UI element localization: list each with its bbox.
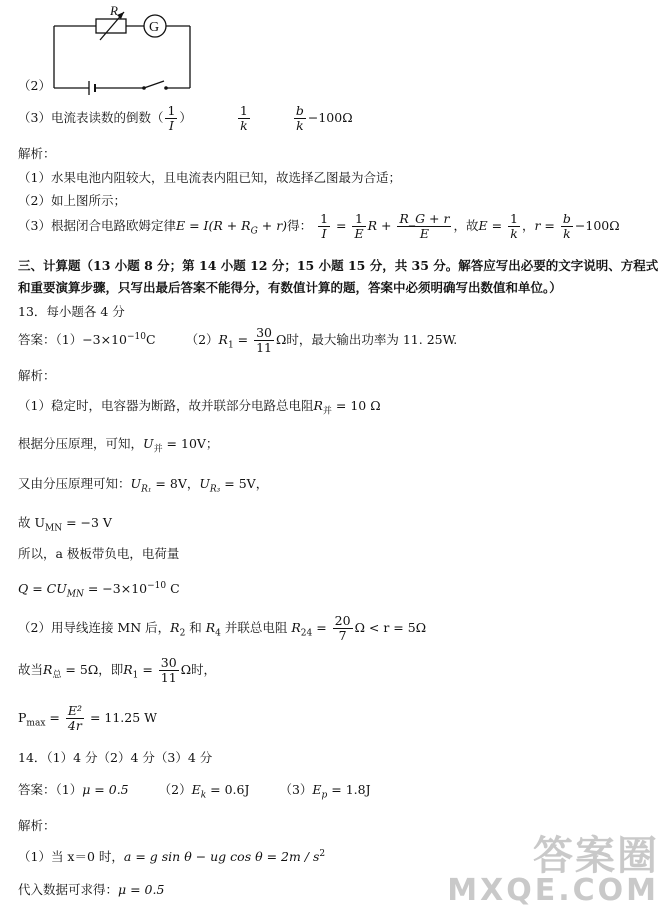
analysis-line: 又由分压原理可知：$U_{R_1} = 8V$，$U_{R_3} = 5V$， <box>18 476 269 495</box>
answer-14-line: 答案：（1）μ = 0.5 $(2)E_k = 0.6J$ $(3)E_p = 1.8J$ <box>18 782 371 801</box>
fraction: $\frac{b}{k}$ <box>295 103 304 133</box>
text: （3）电流表读数的倒数（ <box>18 110 164 125</box>
answer-13-line: 答案：$(1)-3\times 10^{-10}C$ $(2)R_1$ = $\frac{30}{11}$ Ω时，最大输出功率为 11. 25W. <box>18 325 458 355</box>
analysis-heading: 解析： <box>18 818 56 833</box>
answer-2-label: （2） <box>18 78 51 93</box>
analysis-heading: 解析： <box>18 368 56 383</box>
analysis-heading: 解析： <box>18 146 56 161</box>
answer-3-line: （3）电流表读数的倒数（ $\frac{1}{I}$ ） $\frac{1}{k}$ $\frac{b}{k}$ −100Ω <box>18 103 353 133</box>
meter-label: G <box>149 20 160 35</box>
analysis-line: （1）水果电池内阻较大，且电流表内阻已知，故选择乙图最为合适； <box>18 170 401 185</box>
analysis-line: （2）用导线连接 MN 后，$R_2$ 和 $R_4$ 并联总电阻 $R_{24}$ = $\frac{20}{7}$ Ω < r = 5Ω <box>18 613 427 643</box>
section-heading-cont: 和重要演算步骤，只写出最后答案不能得分，有数值计算的题，答案中必须明确写出数值和单位。） <box>18 280 562 295</box>
analysis-line: 所以，a 极板带负电，电荷量 <box>18 546 180 561</box>
resistor-label: R <box>110 3 118 18</box>
circuit-diagram <box>40 2 240 102</box>
analysis-line: （1）稳定时，电容器为断路，故并联部分电路总电阻$R_并 = 10$ Ω <box>18 398 381 417</box>
analysis-line: 故 $U_{MN} = -3$ V <box>18 515 112 534</box>
analysis-line: （1）当 x＝0 时，a = g sin θ − ug $\cos \theta = 2m / s^2$ <box>18 849 326 865</box>
analysis-line: 故当$R_总 = 5\Omega$，即$R_1$ = $\frac{30}{11}$ Ω时， <box>18 655 217 685</box>
question-14-heading: 14．（1）4 分（2）4 分（3）4 分 <box>18 750 213 765</box>
analysis-line: 根据分压原理，可知，$U_并 = 10V$； <box>18 436 219 455</box>
fraction: $\frac{1}{k}$ <box>239 103 248 133</box>
watermark-logo: 答案圈 MXQE.COM <box>447 833 659 908</box>
analysis-line: （2）如上图所示； <box>18 193 126 208</box>
analysis-line: $P_{max}$ = $\frac{\text{E²}}{4r}$ = 11.25 W <box>18 703 157 733</box>
analysis-line: 代入数据可求得：μ = 0.5 <box>18 882 165 897</box>
analysis-line: $Q = CU_{MN} = -3\times 10^{-10}$ C <box>18 581 180 600</box>
question-13-heading: 13．每小题各 4 分 <box>18 304 125 319</box>
section-heading: 三、计算题（13 小题 8 分；第 14 小题 12 分；15 小题 15 分，共 35 分。解答应写出必要的文字说明、方程式 <box>18 258 659 273</box>
analysis-line-ohm: （3）根据闭合电路欧姆定律$E = I(R + R_G + r)$得： $\frac{1}{I}$ = $\frac{1}{E}$ R + $\frac{R\_G + r}{E}$ ，故E = $\frac{1}{k}$ ，r = $\frac{b}{k}$ −100Ω <box>18 211 620 241</box>
fraction: $\frac{1}{I}$ <box>167 103 176 133</box>
